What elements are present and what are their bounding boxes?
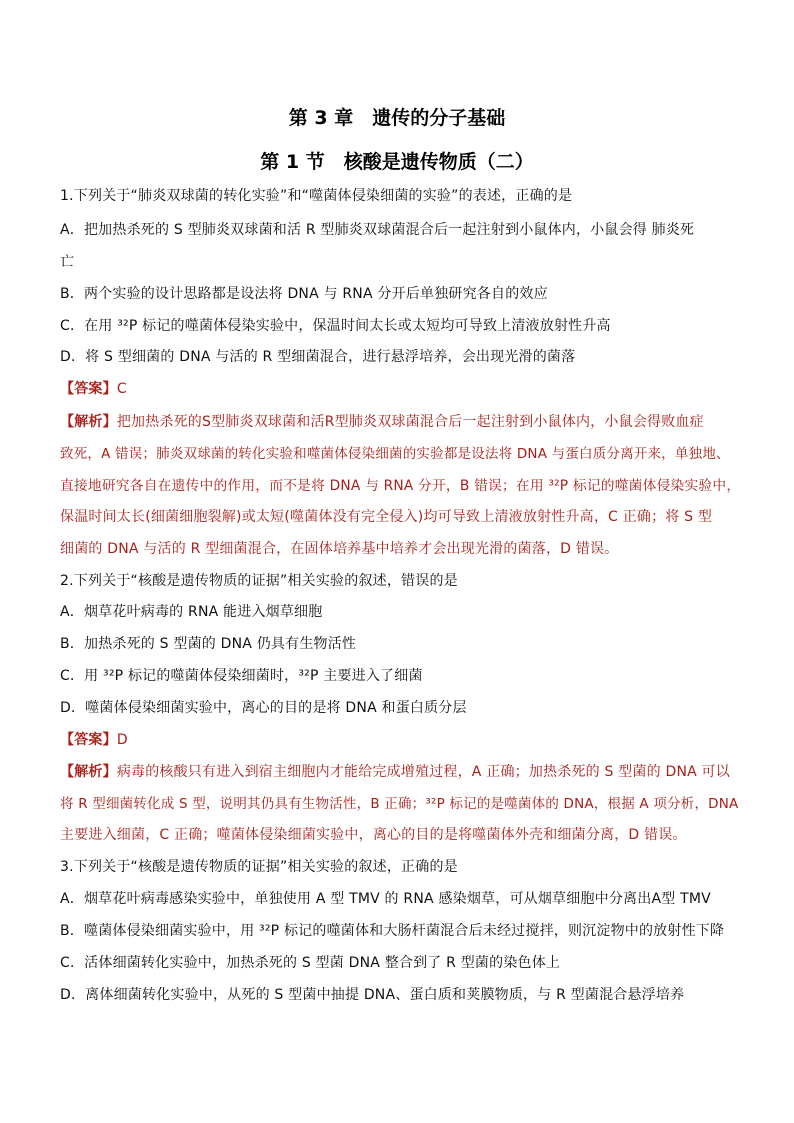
q2-analysis-line: 将 R 型细菌转化成 S 型，说明其仍具有生物活性，B 正确；³²P 标记的是噬菌体的 DNA，根据 A 项分析，DNA [60,796,739,812]
q2-answer [60,729,740,749]
q1-option-a: A．把加热杀死的 S 型肺炎双球菌和活 R 型肺炎双球菌混合后一起注射到小鼠体内，小鼠会得 肺炎死 [60,222,695,238]
q1-analysis-line: 直接地研究各自在遗传中的作用，而不是将 DNA 与 RNA 分开，B 错误；在用 ³²P 标记的噬菌体侵染实验中， [60,478,741,494]
section-title: 第 1 节 核酸是遗传物质（二） [260,151,534,173]
analysis-tag: 【解析】 [60,414,117,430]
q1-analysis-line: 细菌的 DNA 与活的 R 型细菌混合，在固体培养基中培养才会出现光滑的菌落，D 错误。 [60,541,619,557]
q2-option-b: B．加热杀死的 S 型菌的 DNA 仍具有生物活性 [60,636,357,652]
q3-option-a: A．烟草花叶病毒感染实验中，单独使用 A 型 TMV 的 RNA 感染烟草，可从烟草细胞中分离出A型 TMV [60,891,711,907]
q1-analysis-line: 保温时间太长(细菌细胞裂解)或太短(噬菌体没有完全侵入)均可导致上清液放射性升高，C 正确；将 S 型 [60,509,713,525]
q3-stem: 3.下列关于“核酸是遗传物质的证据”相关实验的叙述，正确的是 [60,859,458,875]
q2-analysis-line: 主要进入细菌，C 正确；噬菌体侵染细菌实验中，离心的目的是将噬菌体外壳和细菌分离，D 错误。 [60,827,687,843]
analysis-tag: 【解析】 [60,764,117,780]
answer-value: D [116,732,128,748]
q1-analysis-line: 致死，A 错误；肺炎双球菌的转化实验和噬菌体侵染细菌的实验都是设法将 DNA 与蛋白质分离开来，单独地、 [60,446,730,462]
q1-option-b: B．两个实验的设计思路都是设法将 DNA 与 RNA 分开后单独研究各自的效应 [60,286,548,302]
q1-analysis-line: 【解析】把加热杀死的S型肺炎双球菌和活R型肺炎双球菌混合后一起注射到小鼠体内，小鼠会得败血症 [60,414,704,430]
q1-answer [60,378,740,398]
q1-option-c: C．在用 ³²P 标记的噬菌体侵染实验中，保温时间太长或太短均可导致上清液放射性升高 [60,318,611,334]
answer-tag: 【答案】 [60,381,117,397]
q2-option-d: D．噬菌体侵染细菌实验中，离心的目的是将 DNA 和蛋白质分层 [60,700,467,716]
q2-option-a: A．烟草花叶病毒的 RNA 能进入烟草细胞 [60,604,323,620]
q1-stem: 1.下列关于“肺炎双球菌的转化实验”和“噬菌体侵染细菌的实验”的表述，正确的是 [60,188,573,204]
chapter-title: 第 3 章 遗传的分子基础 [288,107,506,129]
q2-analysis-line: 【解析】病毒的核酸只有进入到宿主细胞内才能给完成增殖过程，A 正确；加热杀死的 S 型菌的 DNA 可以 [60,764,730,780]
q2-option-c: C．用 ³²P 标记的噬菌体侵染细菌时，³²P 主要进入了细菌 [60,668,423,684]
q2-stem: 2.下列关于“核酸是遗传物质的证据”相关实验的叙述，错误的是 [60,573,458,589]
answer-tag: 【答案】 [60,732,117,748]
q3-option-c: C．活体细菌转化实验中，加热杀死的 S 型菌 DNA 整合到了 R 型菌的染色体上 [60,955,561,971]
q1-option-d: D．将 S 型细菌的 DNA 与活的 R 型细菌混合，进行悬浮培养，会出现光滑的菌落 [60,349,576,365]
q3-option-d: D．离体细菌转化实验中，从死的 S 型菌中抽提 DNA、蛋白质和荚膜物质，与 R 型菌混合悬浮培养 [60,987,685,1003]
q3-option-b: B．噬菌体侵染细菌实验中，用 ³²P 标记的噬菌体和大肠杆菌混合后未经过搅拌，则沉淀物中的放射性下降 [60,923,725,939]
q1-option-a-cont: 亡 [60,254,75,270]
answer-value: C [116,381,127,397]
